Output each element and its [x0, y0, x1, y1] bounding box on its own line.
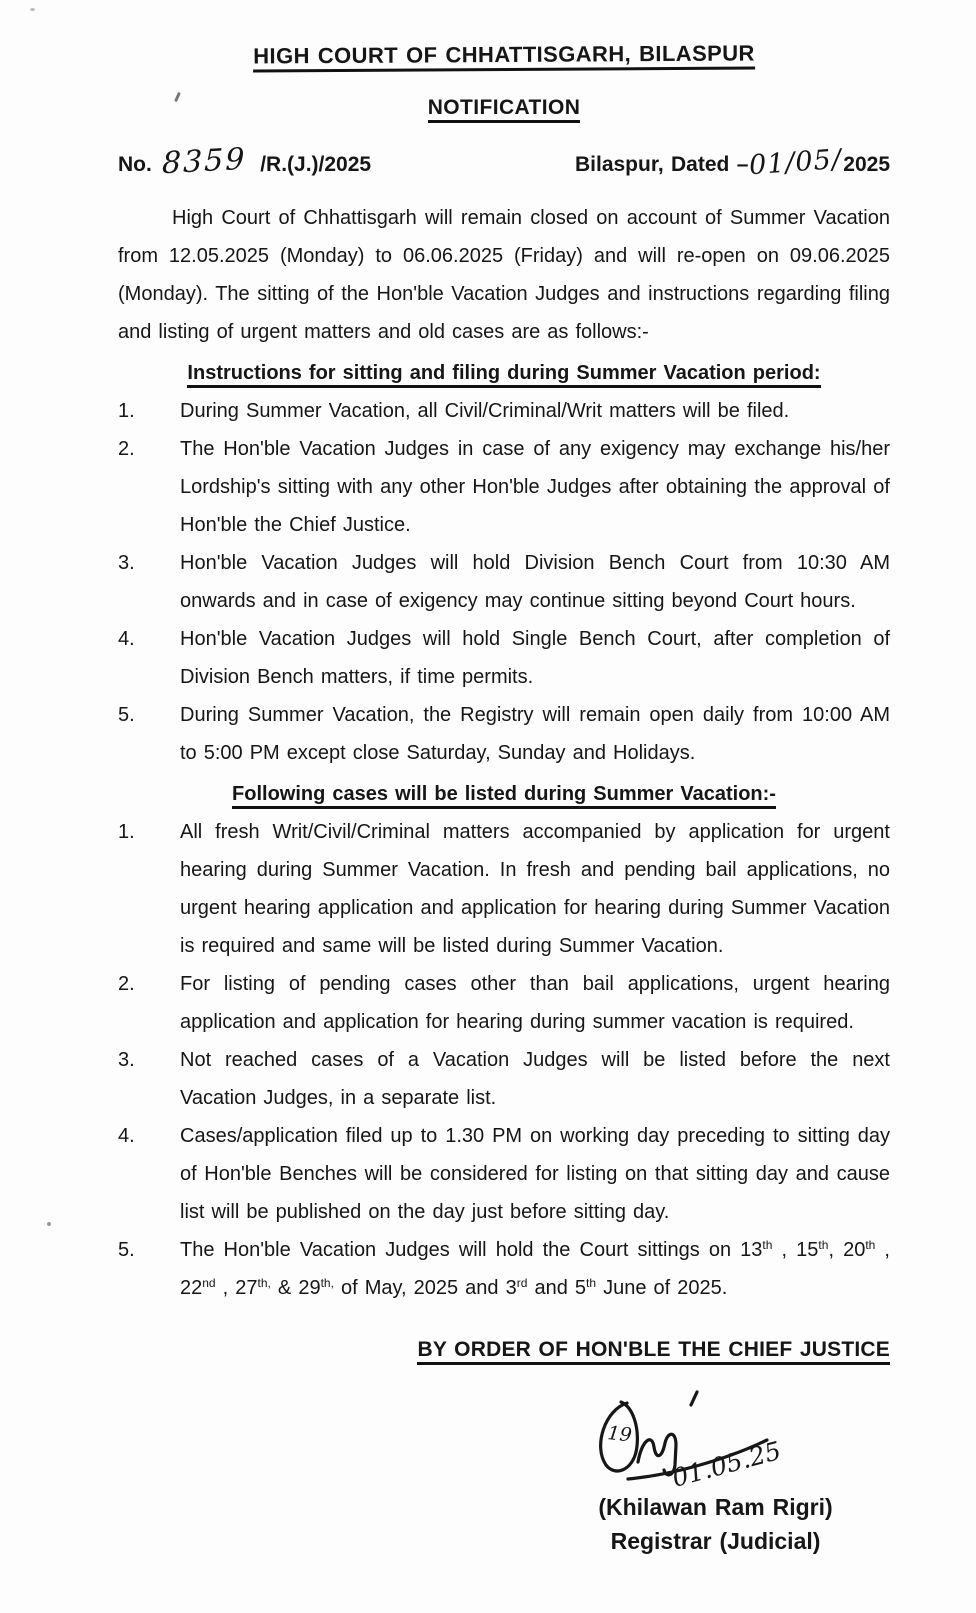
item-number: 4.: [118, 628, 135, 650]
text-part: June of 2025.: [596, 1277, 728, 1299]
text-part: The Hon'ble Vacation Judges will hold the Court sittings on 13: [180, 1239, 763, 1261]
intro-paragraph: High Court of Chhattisgarh will remain closed on account of Summer Vacation from 12.05.2025 (Monday) to 06.06.2025 (Friday) and will re-open on 09.06.2025 (Monday). The sitting of the Hon'ble Vacation Judges and instructions regarding filing and listing of urgent matters and old cases are as follows:-: [118, 207, 890, 343]
ref-number-prefix: No.: [118, 153, 152, 176]
item-number: 3.: [118, 1049, 135, 1071]
text-part: & 29: [270, 1277, 321, 1299]
signature-mark: 19: [606, 1422, 633, 1447]
item-text: Cases/application filed up to 1.30 PM on working day preceding to sitting day of Hon'ble Benches will be considered for listing on that sitting day and cause list will be published on the day just before sitting day.: [180, 1125, 890, 1223]
item-number: 5.: [118, 1239, 135, 1261]
item-text: The Hon'ble Vacation Judges in case of any exigency may exchange his/her Lordship's sitting with any other Hon'ble Judges after obtaining the approval of Hon'ble the Chief Justice.: [180, 438, 890, 536]
page-title-text: HIGH COURT OF CHHATTISGARH, BILASPUR: [253, 40, 755, 72]
listed-cases-list: [118, 813, 890, 1307]
text-part: , 20: [828, 1239, 866, 1261]
item-text: Hon'ble Vacation Judges will hold Division Bench Court from 10:30 AM onwards and in case of exigency may continue sitting beyond Court hours.: [180, 552, 890, 612]
item-number: 1.: [118, 400, 135, 422]
section1-heading: [118, 354, 890, 392]
notification-heading: [118, 96, 890, 120]
text-part: of May, 2025 and 3: [333, 1277, 517, 1299]
signature-tick: [691, 1392, 697, 1405]
item-number: 1.: [118, 821, 135, 843]
section2-heading-text: Following cases will be listed during Summer Vacation:-: [232, 783, 776, 809]
superscript: th: [762, 1238, 773, 1252]
item-text: Not reached cases of a Vacation Judges will be listed before the next Vacation Judges, in a separate list.: [180, 1049, 890, 1109]
superscript: rd: [516, 1276, 528, 1290]
item-number: 2.: [118, 438, 135, 460]
ref-number: [118, 141, 372, 182]
signature-block: [543, 1383, 888, 1559]
list-item: [118, 813, 890, 965]
ref-number-suffix: /R.(J.)/2025: [260, 153, 372, 176]
item-number: 3.: [118, 552, 135, 574]
signer-designation: Registrar (Judicial): [610, 1528, 821, 1554]
handwritten-ref-number: 8359: [161, 141, 247, 182]
handwritten-date: 01/05/: [748, 143, 844, 182]
list-item: [118, 544, 890, 620]
item-text: During Summer Vacation, all Civil/Criminal/Writ matters will be filed.: [180, 400, 790, 422]
reference-row: [118, 141, 890, 182]
item-number: 4.: [118, 1125, 135, 1147]
superscript: th,: [257, 1276, 271, 1290]
superscript: th: [818, 1238, 829, 1252]
superscript: th: [586, 1276, 597, 1290]
list-item: [118, 965, 890, 1041]
list-item: [118, 1041, 890, 1117]
scan-speck: [47, 1222, 51, 1226]
order-line: [118, 1331, 890, 1369]
text-part: , 27: [215, 1277, 258, 1299]
list-item: [118, 1117, 890, 1231]
list-item: [118, 392, 890, 430]
section1-heading-text: Instructions for sitting and filing during Summer Vacation period:: [187, 362, 820, 388]
item-number: 2.: [118, 973, 135, 995]
text-part: , 15: [772, 1239, 819, 1261]
date-line: [574, 143, 890, 182]
text-part: and 5: [527, 1277, 587, 1299]
order-line-text: BY ORDER OF HON'BLE THE CHIEF JUSTICE: [417, 1338, 890, 1365]
notification-heading-text: NOTIFICATION: [428, 96, 581, 123]
signature-date: 01.05.25: [669, 1435, 785, 1493]
list-item: [118, 1231, 890, 1307]
scan-speck: [30, 8, 35, 11]
list-item: [118, 696, 890, 772]
instructions-list: [118, 392, 890, 772]
item-text: Hon'ble Vacation Judges will hold Single Bench Court, after completion of Division Bench matters, if time permits.: [180, 628, 890, 688]
item-text: For listing of pending cases other than bail applications, urgent hearing application and application for hearing during summer vacation is required.: [180, 973, 890, 1033]
list-item: [118, 620, 890, 696]
item-text: All fresh Writ/Civil/Criminal matters accompanied by application for urgent hearing during Summer Vacation. In fresh and pending bail applications, no urgent hearing application and application for hearing during Summer Vacation is required and same will be listed during Summer Vacation.: [180, 821, 890, 957]
page-title: [118, 40, 890, 71]
superscript: nd: [202, 1276, 216, 1290]
superscript: th,: [320, 1276, 334, 1290]
superscript: th: [865, 1238, 876, 1252]
list-item: [118, 430, 890, 544]
signer-name: (Khilawan Ram Rigri): [598, 1494, 833, 1520]
section2-heading: [118, 775, 890, 813]
text-part: , 22: [180, 1239, 890, 1299]
item-number: 5.: [118, 704, 135, 726]
date-line-prefix: Bilaspur, Dated –: [574, 153, 749, 176]
signature-scribble: [571, 1383, 831, 1501]
item-text: During Summer Vacation, the Registry will remain open daily from 10:00 AM to 5:00 PM except close Saturday, Sunday and Holidays.: [180, 704, 890, 764]
date-line-year: 2025: [843, 153, 890, 176]
item-text: [180, 1231, 890, 1307]
